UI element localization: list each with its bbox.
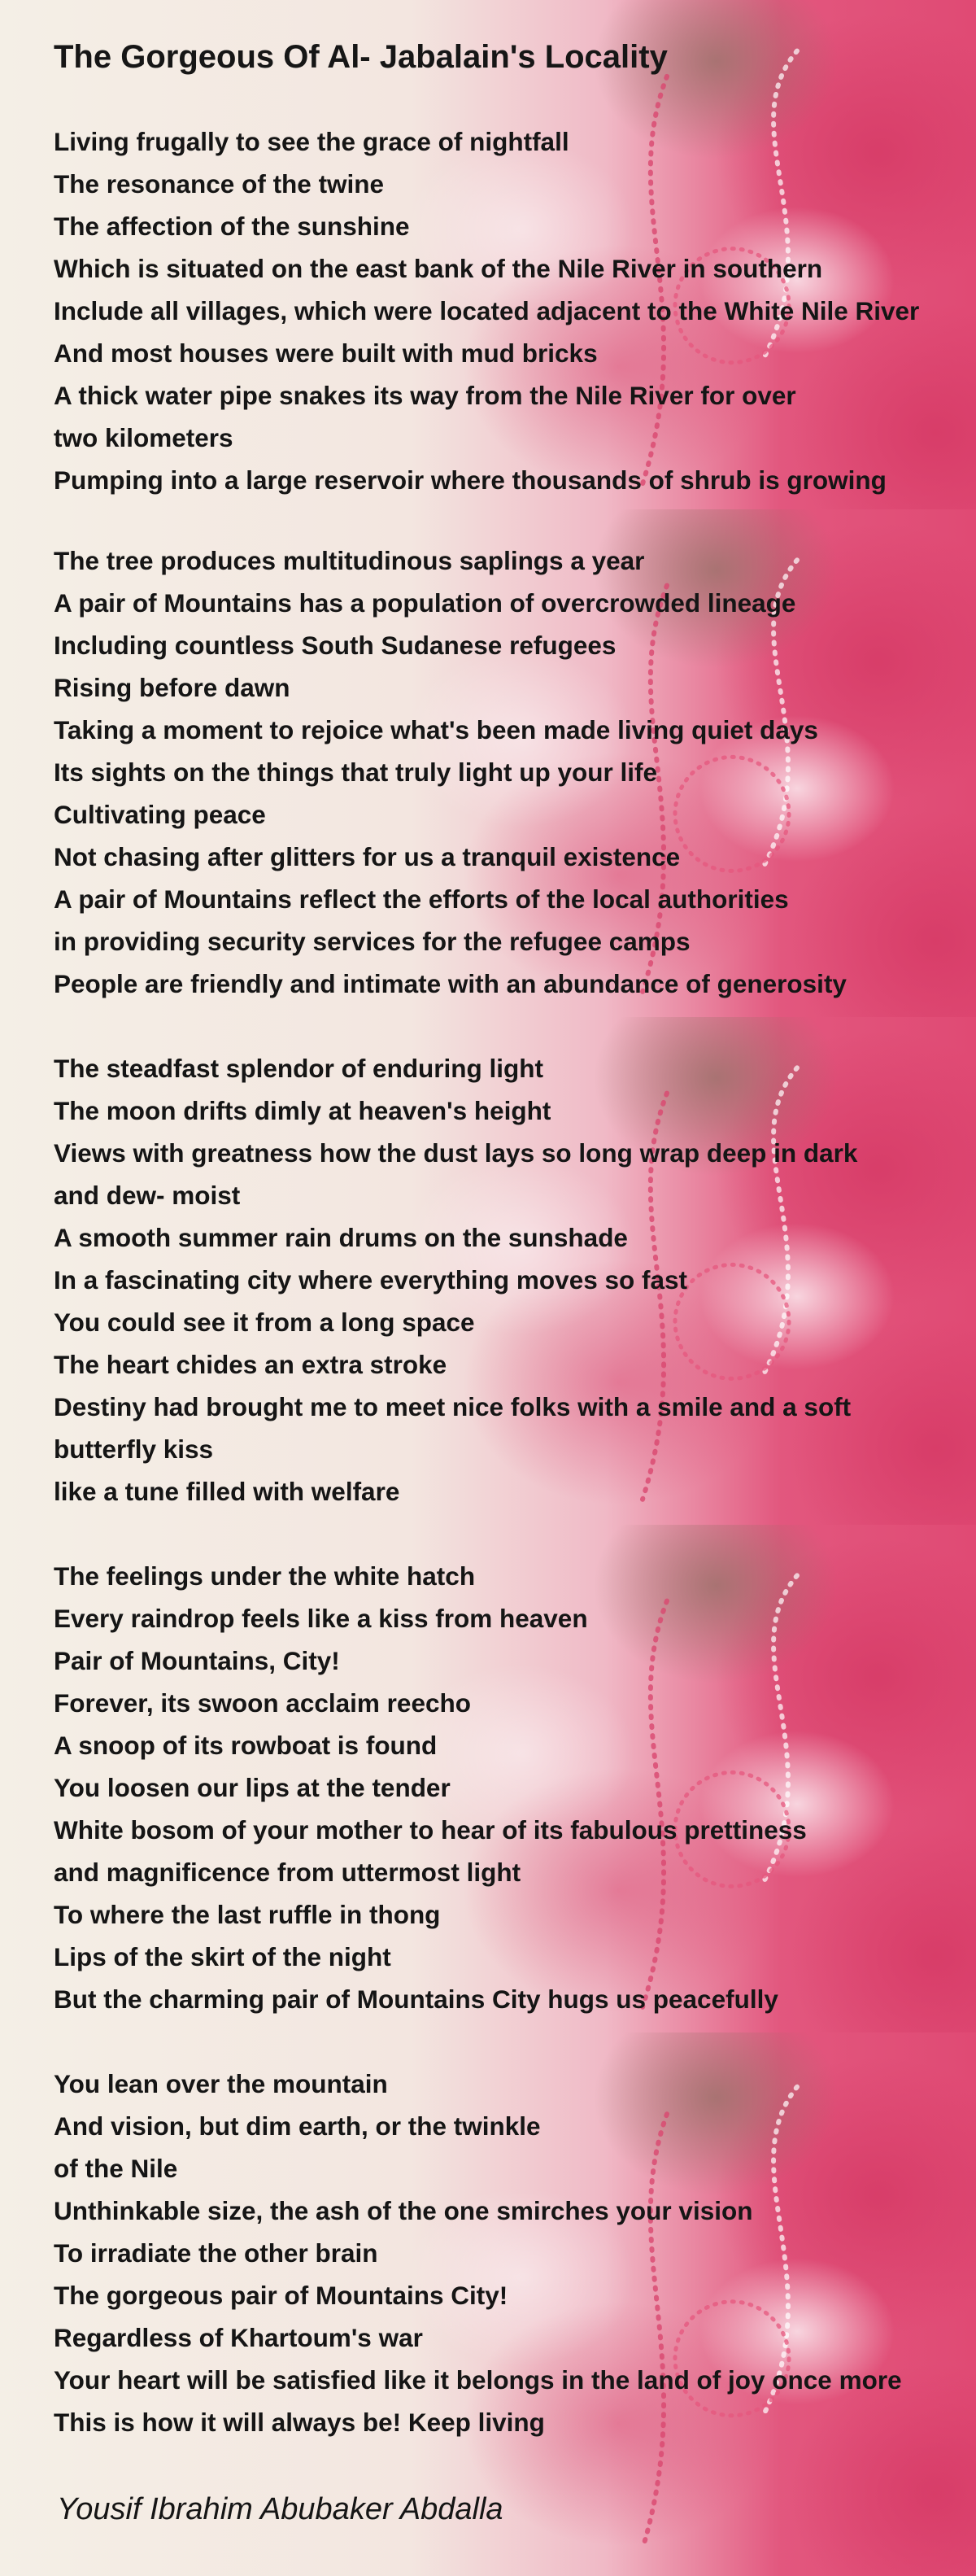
poem-line: of the Nile <box>54 2154 178 2183</box>
poem-line: This is how it will always be! Keep living <box>54 2408 545 2437</box>
poem-line: The heart chides an extra stroke <box>54 1350 447 1379</box>
poem-line: The affection of the sunshine <box>54 212 410 241</box>
stanza-3 <box>54 1047 857 1513</box>
poem-author: Yousif Ibrahim Abubaker Abdalla <box>57 2492 503 2526</box>
poem-line: Your heart will be satisfied like it belongs in the land of joy once more <box>54 2365 902 2395</box>
poem-line: and dew- moist <box>54 1181 241 1210</box>
poem-line: And most houses were built with mud bricks <box>54 338 598 368</box>
poem-line: White bosom of your mother to hear of its fabulous prettiness <box>54 1815 807 1845</box>
poem-line: The tree produces multitudinous saplings a year <box>54 546 645 575</box>
poem-line: To irradiate the other brain <box>54 2238 378 2268</box>
poem-line: Every raindrop feels like a kiss from heaven <box>54 1604 588 1633</box>
poem-line: Including countless South Sudanese refugees <box>54 631 617 660</box>
poem-line: The feelings under the white hatch <box>54 1561 476 1591</box>
poem-line: Forever, its swoon acclaim reecho <box>54 1688 471 1718</box>
poem-line: Lips of the skirt of the night <box>54 1942 391 1971</box>
poem-line: and magnificence from uttermost light <box>54 1858 521 1887</box>
stanza-1 <box>54 120 919 501</box>
poem-line: like a tune filled with welfare <box>54 1477 400 1506</box>
poem-line: A pair of Mountains reflect the efforts of the local authorities <box>54 884 789 914</box>
poem-line: The steadfast splendor of enduring light <box>54 1054 544 1083</box>
poem-line: Pair of Mountains, City! <box>54 1646 340 1675</box>
poem-line: Its sights on the things that truly light up your life <box>54 758 657 787</box>
poem-line: A snoop of its rowboat is found <box>54 1731 438 1760</box>
poem-line: Cultivating peace <box>54 800 266 829</box>
poem-line: Regardless of Khartoum's war <box>54 2323 423 2352</box>
poem-line: Destiny had brought me to meet nice folks with a smile and a soft <box>54 1392 852 1421</box>
poem-line: To where the last ruffle in thong <box>54 1900 441 1929</box>
stanza-4 <box>54 1555 807 2020</box>
poem-line: in providing security services for the refugee camps <box>54 927 691 956</box>
poem-line: Taking a moment to rejoice what's been made living quiet days <box>54 715 818 744</box>
poem-line: The resonance of the twine <box>54 169 385 199</box>
poem-line: A thick water pipe snakes its way from the Nile River for over <box>54 381 796 410</box>
poem-line: The moon drifts dimly at heaven's height <box>54 1096 551 1125</box>
poem-line: Include all villages, which were located adjacent to the White Nile River <box>54 296 920 325</box>
poem-line: A pair of Mountains has a population of overcrowded lineage <box>54 588 796 618</box>
stanza-2 <box>54 539 847 1005</box>
poem-line: two kilometers <box>54 423 233 452</box>
poem-line: Views with greatness how the dust lays so long wrap deep in dark <box>54 1138 858 1168</box>
poem-line: A smooth summer rain drums on the sunshade <box>54 1223 628 1252</box>
poem-line: You could see it from a long space <box>54 1308 475 1337</box>
poem-line: Rising before dawn <box>54 673 290 702</box>
poem-line: Living frugally to see the grace of nightfall <box>54 127 569 156</box>
poem-line: The gorgeous pair of Mountains City! <box>54 2281 508 2310</box>
poem-line: butterfly kiss <box>54 1434 214 1464</box>
poem-line: But the charming pair of Mountains City hugs us peacefully <box>54 1984 778 2014</box>
stanza-5 <box>54 2063 902 2443</box>
poem-line: You lean over the mountain <box>54 2069 388 2098</box>
poem-line: Not chasing after glitters for us a tranquil existence <box>54 842 681 871</box>
poem-title: The Gorgeous Of Al- Jabalain's Locality <box>54 39 668 75</box>
poem-line: Which is situated on the east bank of the Nile River in southern <box>54 254 823 283</box>
poem-line: And vision, but dim earth, or the twinkle <box>54 2111 541 2141</box>
poem-line: Pumping into a large reservoir where thousands of shrub is growing <box>54 465 887 495</box>
poem-line: In a fascinating city where everything moves so fast <box>54 1265 688 1295</box>
poem-line: People are friendly and intimate with an abundance of generosity <box>54 969 847 998</box>
poem-line: Unthinkable size, the ash of the one smirches your vision <box>54 2196 753 2225</box>
poem-line: You loosen our lips at the tender <box>54 1773 451 1802</box>
